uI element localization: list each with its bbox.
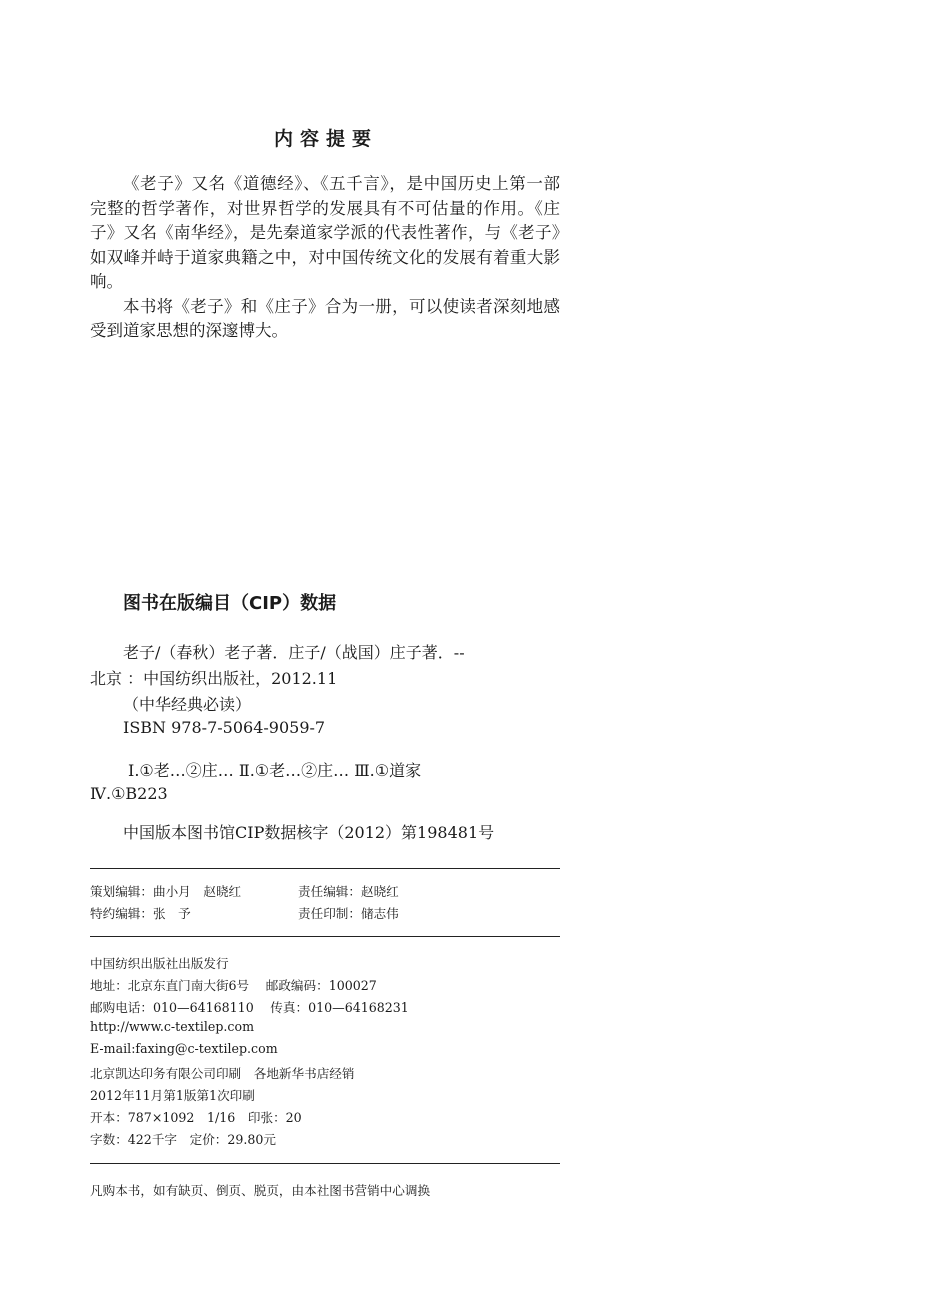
cip-line-4: ISBN 978-7-5064-9059-7 — [123, 718, 326, 737]
word-count-price: 字数：422千字 定价：29.80元 — [90, 1132, 277, 1147]
format-info: 开本：787×1092 1/16 印张：20 — [90, 1110, 302, 1125]
summary-body — [90, 172, 560, 344]
publisher-website: http://www.c-textilep.com — [90, 1019, 255, 1034]
divider-rule — [90, 868, 560, 869]
divider-rule — [90, 1163, 560, 1164]
cip-line-7: 中国版本图书馆CIP数据核字（2012）第198481号 — [123, 823, 495, 842]
divider-rule — [90, 936, 560, 937]
publisher-name: 中国纺织出版社出版发行 — [90, 956, 229, 971]
return-notice: 凡购本书，如有缺页、倒页、脱页，由本社图书营销中心调换 — [90, 1183, 431, 1198]
printing-supervisor: 责任印制：储志伟 — [298, 906, 399, 921]
cip-line-2: 北京 ：中国纺织出版社，2012.11 — [90, 669, 338, 688]
special-editor: 特约编辑：张 予 — [90, 906, 191, 921]
cip-line-1: 老子/（春秋）老子著．庄子/（战国）庄子著．-- — [123, 643, 465, 662]
cip-line-5: Ⅰ.①老…②庄… Ⅱ.①老…②庄… Ⅲ.①道家 — [128, 761, 422, 780]
summary-paragraph-2: 本书将《老子》和《庄子》合为一册，可以使读者深刻地感受到道家思想的深邃博大。 — [90, 296, 560, 340]
publisher-address: 地址：北京东直门南大街6号 邮政编码：100027 — [90, 978, 377, 993]
edition-info: 2012年11月第1版第1次印刷 — [90, 1088, 255, 1103]
cip-line-3: （中华经典必读） — [123, 695, 252, 714]
responsible-editor: 责任编辑：赵晓红 — [298, 884, 399, 899]
publisher-phone: 邮购电话：010—64168110 传真：010—64168231 — [90, 1000, 409, 1015]
publisher-email: E-mail:faxing@c-textilep.com — [90, 1041, 278, 1056]
summary-title: 内容提要 — [273, 128, 378, 150]
cip-title: 图书在版编目（CIP）数据 — [123, 593, 337, 614]
cip-line-6: Ⅳ.①B223 — [90, 784, 168, 803]
printer-info: 北京凯达印务有限公司印刷 各地新华书店经销 — [90, 1066, 355, 1081]
summary-paragraph-1: 《老子》又名《道德经》、《五千言》，是中国历史上第一部完整的哲学著作，对世界哲学的发展具有不可估量的作用。《庄子》又名《南华经》，是先秦道家学派的代表性著作，与《老子》如双峰并峙于道家典籍之中，对中国传统文化的发展有着重大影响。 — [90, 174, 560, 291]
planning-editor: 策划编辑：曲小月 赵晓红 — [90, 884, 242, 899]
